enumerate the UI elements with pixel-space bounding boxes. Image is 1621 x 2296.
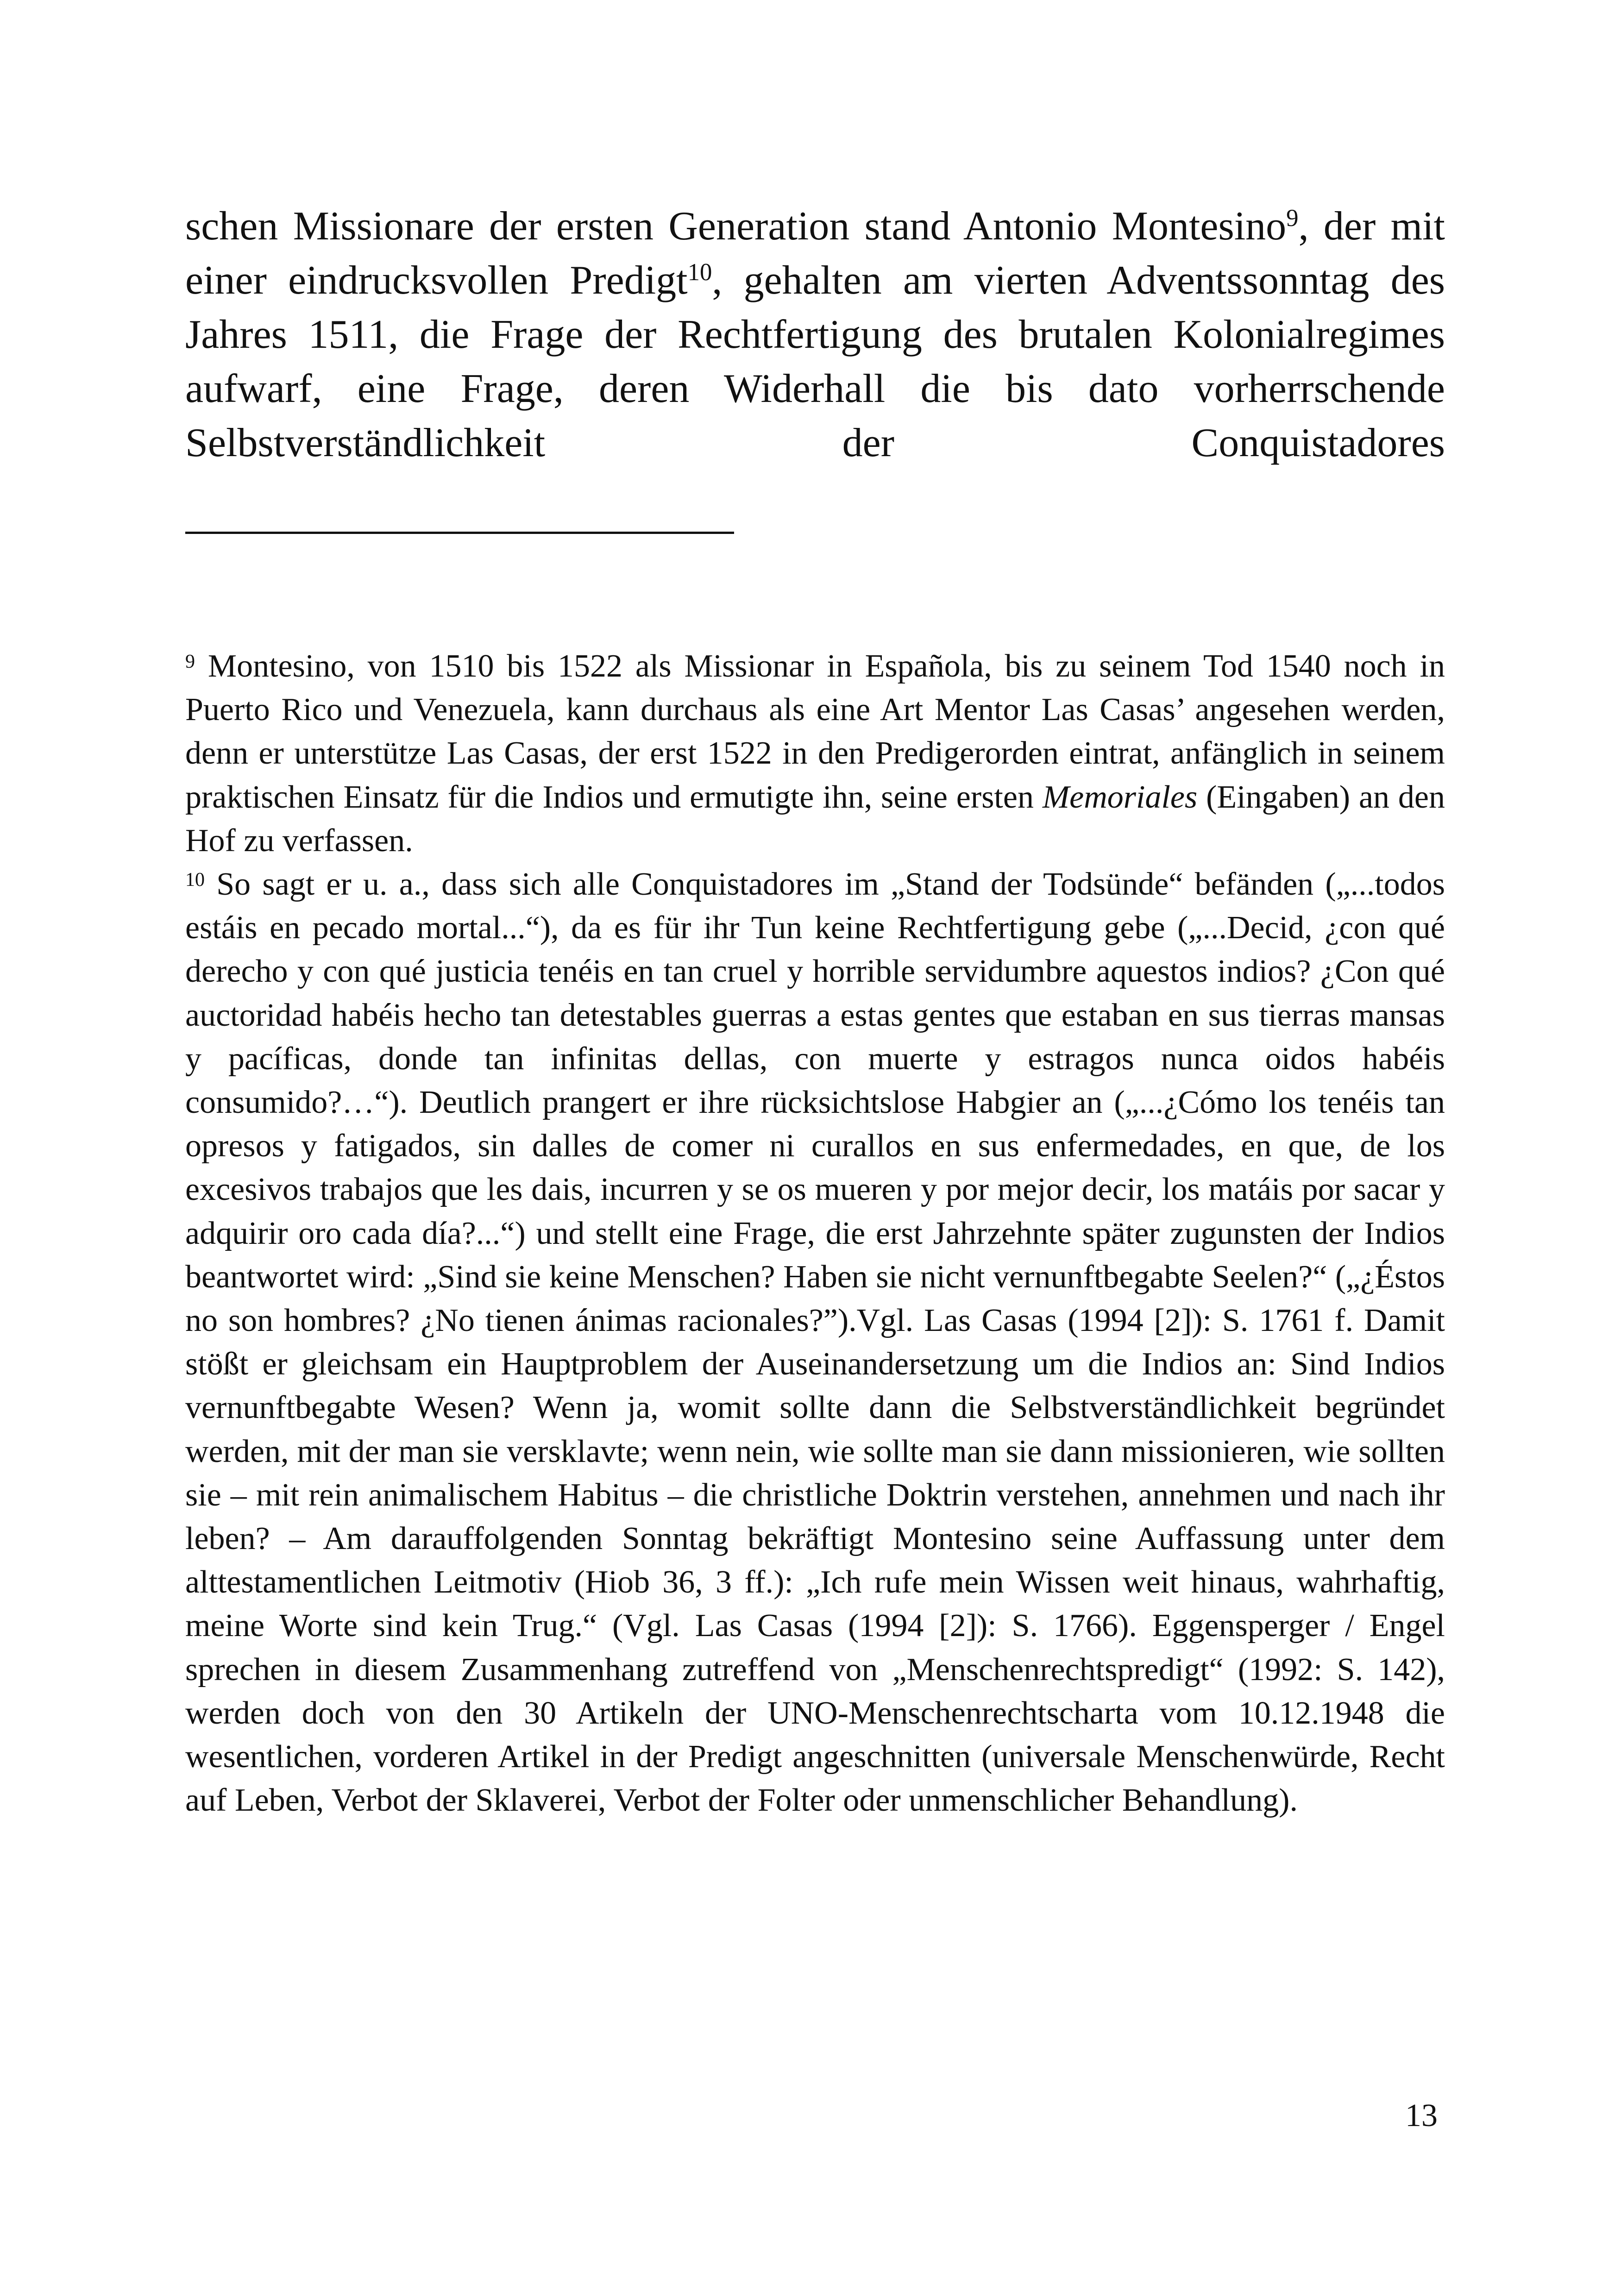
footnotes-section [185, 645, 1445, 1822]
main-text-block [185, 199, 1445, 470]
footnote-10 [185, 863, 1445, 1822]
footnote-ref-9[interactable]: 9 [1286, 204, 1299, 232]
footnote-separator [185, 532, 734, 534]
footnote-9 [185, 645, 1445, 863]
page-number: 13 [1405, 2098, 1438, 2133]
body-text-part-3: , gehalten am vierten Adventssonntag des Jahres 1511, die Frage der Rechtfertigung des brutalen Kolonialregimes aufwarf, eine Frage, deren Widerhall die bis dato vorherrschende Selbstverständlichkeit der Conquistadores [185, 258, 1445, 465]
footnote-9-italic-term: Memoriales [1042, 779, 1198, 815]
footnote-9-text-b: (Eingaben) an den Hof zu verfassen. [185, 779, 1445, 859]
footnote-10-text: So sagt er u. a., dass sich alle Conquistadores im „Stand der Todsünde“ befänden („...todos estáis en pecado mortal...“), da es für ihr Tun keine Rechtfertigung gebe („...Decid, ¿con qué derecho y con qué justicia tenéis en tan cruel y horrible servidumbre aquestos indios? ¿Con qué auctoridad habéis hecho tan detestables guerras a estas gentes que estaban en sus tierras mansas y pacíficas, donde tan infinitas dellas, con muerte y estragos nunca oidos habéis consumido?…“). Deutlich prangert er ihre rücksichtslose Habgier an („...¿Cómo los tenéis tan opresos y fatigados, sin dalles de comer ni curallos en sus enfermedades, en que, de los excesivos trabajos que les dais, incurren y se os mueren y por mejor decir, los matáis por sacar y adquirir oro cada día?...“) und stellt eine Frage, die erst Jahrzehnte später zugunsten der Indios beantwortet wird: „Sind sie keine Menschen? Haben sie nicht vernunftbegabte Seelen?“ („¿Éstos no son hombres? ¿No tienen ánimas racionales?”).Vgl. Las Casas (1994 [2]): S. 1761 f. Damit stößt er gleichsam ein Hauptproblem der Auseinandersetzung um die Indios an: Sind Indios vernunftbegabte Wesen? Wenn ja, womit sollte dann die Selbstverständlichkeit begründet werden, mit der man sie versklavte; wenn nein, wie sollte man sie dann missionieren, wie sollten sie – mit rein animalischem Habitus – die christliche Doktrin verstehen, annehmen und nach ihr leben? – Am darauffolgenden Sonntag bekräftigt Montesino seine Auffassung unter dem alttestamentlichen Leitmotiv (Hiob 36, 3 ff.): „Ich rufe mein Wissen weit hinaus, wahrhaftig, meine Worte sind kein Trug.“ (Vgl. Las Casas (1994 [2]): S. 1766). Eggensperger / Engel sprechen in diesem Zusammenhang zutreffend von „Menschenrechtspredigt“ (1992: S. 142), werden doch von den 30 Artikeln der UNO-Menschenrechtscharta vom 10.12.1948 die wesentlichen, vorderen Artikel in der Predigt angeschnitten (universale Menschenwürde, Recht auf Leben, Verbot der Sklaverei, Verbot der Folter oder unmenschlicher Behandlung). [185, 866, 1445, 1819]
footnote-10-marker: 10 [185, 869, 205, 891]
footnote-9-marker: 9 [185, 651, 195, 673]
body-paragraph [185, 199, 1445, 470]
footnote-9-text-a: Montesino, von 1510 bis 1522 als Missionar in Española, bis zu seinem Tod 1540 noch in Puerto Rico und Venezuela, kann durchaus als eine Art Mentor Las Casas’ angesehen werden, denn er unterstütze Las Casas, der erst 1522 in den Predigerorden eintrat, anfänglich in seinem praktischen Einsatz für die Indios und ermutigte ihn, seine ersten [185, 648, 1445, 815]
footnote-ref-10[interactable]: 10 [687, 258, 712, 286]
body-text-part-1: schen Missionare der ersten Generation stand Antonio Montesino [185, 204, 1287, 249]
body-text-part-2: , der mit einer eindrucksvollen Predigt [185, 204, 1445, 303]
